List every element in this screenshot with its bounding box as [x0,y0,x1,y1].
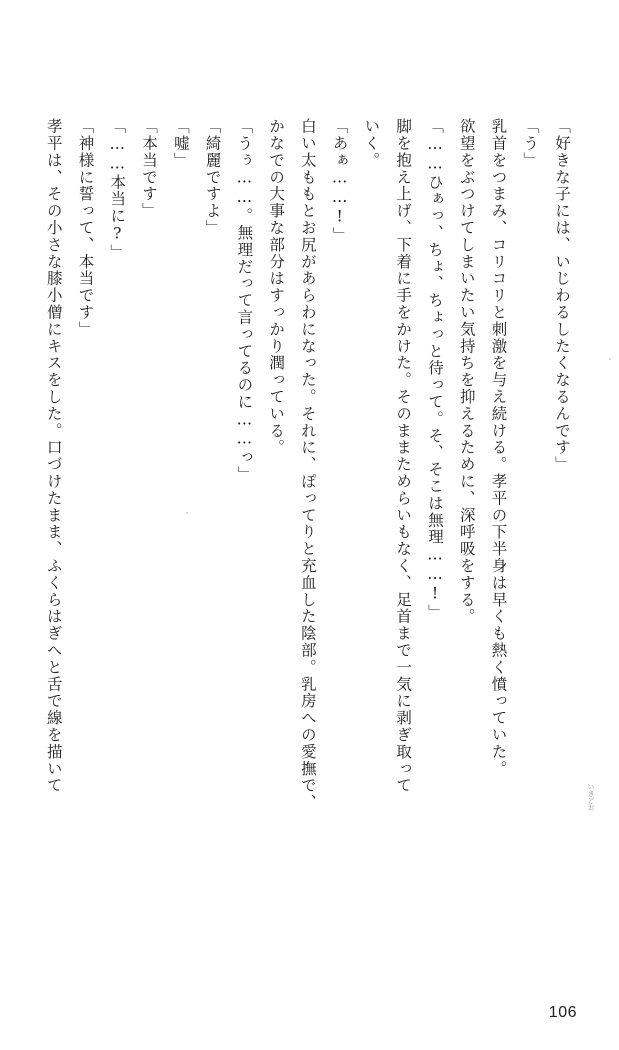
text-line: 「……ひぁっ、ちょ、ちょっと待って。そ、そこは無理……!」 [425,118,444,621]
text-line: かなでの大事な部分はすっかり潤っている。 [267,118,286,456]
scan-speck [186,512,188,514]
scan-speck [609,358,611,360]
text-line: 白い太ももとお尻があらわになった。それに、ぽってりと充血した陰部。乳房への愛撫で、 [298,118,317,811]
text-line: 「神様に誓って、本当です」 [76,118,95,338]
text-line: 「綺麗ですよ」 [203,118,222,237]
text-line: 脚を抱え上げ、下着に手をかけた。そのままためらいもなく、足首まで一気に剥ぎ取って [394,118,413,794]
text-line: 「あぁ……!」 [330,118,349,244]
text-line: 孝平は、その小さな膝小僧にキスをした。口づけたまま、ふくらはぎへと舌で線を描いて [44,118,63,794]
text-line: いく。 [362,118,381,169]
text-line: 「嘘」 [171,118,190,169]
ruby-annotation: いきどお [587,783,595,811]
text-line: 「好きな子には、いじわるしたくなるんです」 [553,118,571,473]
vertical-text-body [37,118,577,948]
page-number: 106 [548,1004,577,1021]
text-line: 「う」 [521,118,540,169]
text-line: 「……本当に?」 [108,118,127,261]
text-line: 乳首をつまみ、コリコリと刺激を与え続ける。孝平の下半身は早くも熱く憤っていた。 [489,118,508,778]
text-line: 「うぅ……。無理だって言ってるのに……っ」 [235,118,254,483]
text-line: 欲望をぶつけてしまいたい気持ちを抑えるために、深呼吸をする。 [457,118,476,625]
text-line: 「本当です」 [140,118,159,220]
